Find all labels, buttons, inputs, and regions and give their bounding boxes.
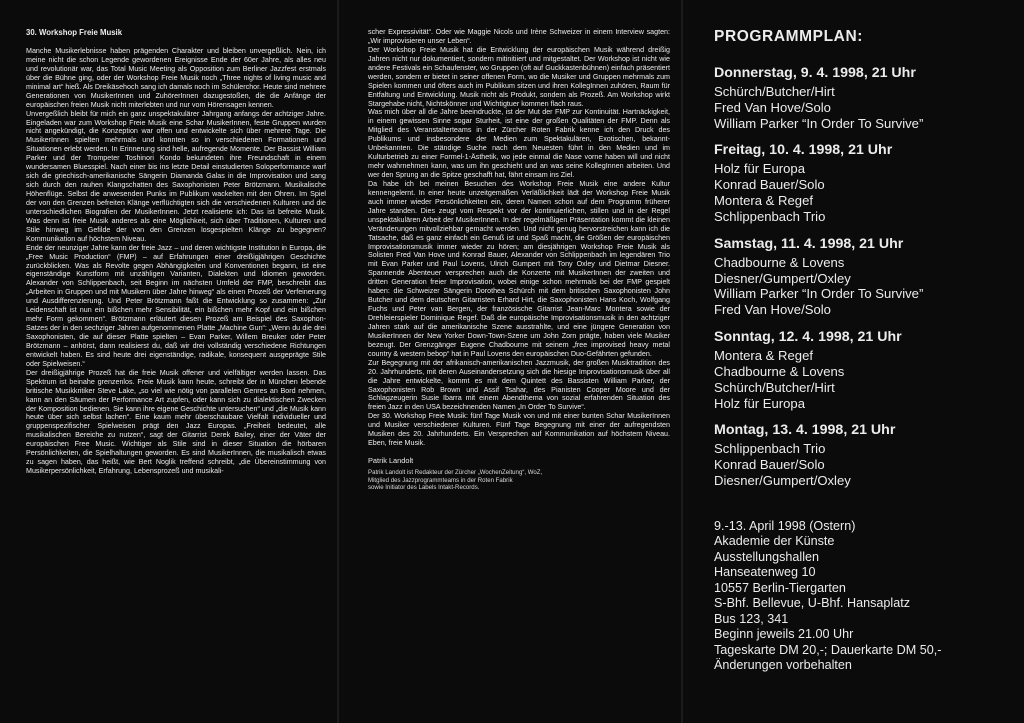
info-line: 9.-13. April 1998 (Ostern) xyxy=(714,518,856,533)
info-line: Beginn jeweils 21.00 Uhr xyxy=(714,627,854,642)
act-name: Schürch/Butcher/Hirt xyxy=(714,84,835,99)
act-name: Holz für Europa xyxy=(714,161,805,177)
article-body-middle xyxy=(368,28,670,448)
program-column xyxy=(682,0,1024,723)
program-day xyxy=(714,422,1008,488)
info-line: Tageskarte DM 20,-; Dauerkarte DM 50,- xyxy=(714,642,942,657)
paragraph: Zur Begegnung mit der afrikanisch-amerikanischen Jazzmusik, der großen Musiktradition des 20. Jahrhunderts, mit deren Auseinandersetzung sich die hiesige Improvisationsmusik über all die Jahre entwickelte, kommt es mit dem Quintett des Bassisten William Parker, der Saxophonisten Rob Brown und Assif Tsahar, des Pianisten Cooper Moore und der Schlagzeugerin Susie Ibarra mit einem Abendthema von sozial erfahrenden Situation des freien Jazz in den USA bezeichnenden Namen „In Order To Survive“. xyxy=(368,358,670,412)
act-name: Fred Van Hove/Solo xyxy=(714,99,831,115)
info-line: Akademie der Künste xyxy=(714,534,835,549)
program-title: PROGRAMMPLAN: xyxy=(714,28,864,45)
day-date: Freitag, 10. 4. 1998, 21 Uhr xyxy=(714,142,893,159)
author-note-line: sowie Initiator des Labels Intakt-Records. xyxy=(368,484,480,492)
venue-info xyxy=(714,519,1008,674)
act-name: Holz für Europa xyxy=(714,395,805,411)
info-line: S-Bhf. Bellevue, U-Bhf. Hansaplatz xyxy=(714,596,910,611)
program-day xyxy=(714,65,1008,131)
program-day xyxy=(714,142,1008,224)
paragraph: Was mich über all die Jahre beeindruckte, ist der Mut der FMP zur Kontinuität. Hartnäckigkeit, in einem gewissen Sinne sogar Sturheit, ist eine der großen Qualitäten der FMP. Denn als Mitglied des Veranstalterteams in der Zürcher Roten Fabrik kenne ich den Druck des Publikums und insbesondere der Medien zum Spektakulären, Exotischen, bekannt-Unbekannten. Die ständige Suche nach dem Neuesten führt in den Medien und im Kulturbetrieb zu einer Formel-1-Ästhetik, wo jede einmal die Nase vorne haben will und nicht mehr wahrnehmen kann, was um ihn geschieht und an was seine KollegInnen arbeiten. Und wer den Sprung an die Spitze geschafft hat, fährt einsam ins Ziel. xyxy=(368,108,670,179)
info-line: Änderungen vorbehalten xyxy=(714,658,852,673)
act-name: William Parker “In Order To Survive” xyxy=(714,286,924,302)
author-note xyxy=(368,469,670,492)
act-name: Schürch/Butcher/Hirt xyxy=(714,379,835,395)
day-date: Montag, 13. 4. 1998, 21 Uhr xyxy=(714,422,896,439)
left-column xyxy=(0,0,338,723)
day-date: Donnerstag, 9. 4. 1998, 21 Uhr xyxy=(714,65,916,81)
act-name: Chadbourne & Lovens xyxy=(714,254,845,270)
paragraph: Der dreißigjährige Prozeß hat die freie Musik offener und vielfältiger werden lassen. Das Spektrum ist beinahe grenzenlos. Freie Musik kann heute, schreibt der in München lebende britische Musikkritiker Steve Lake, „so viel wie nötig von parallelen Genres an Bord nehmen, kann an den Säumen der Performance Art zupfen, oder kann sich zu dialektischen Zwecken der Komposition bedienen. Sie kann ihre eigene Geschichte untersuchen“ und „die Musik kann heute über sich selbst lachen“. Eine kaum mehr überschaubare Vielfalt individueller und gruppenspezifischer Spielweisen prägt den Jazz Europas. „Freiheit bedeutet, alle musikalischen Bereiche zu nutzen“, sagt der Gitarrist Derek Bailey, einer der Väter der europäischen Free Music. Wichtiger als Stile sind in dieser Situation die hörbaren Persönlichkeiten, die Spielhaltungen geworden. Es sind MusikerInnen, die musikalisch etwas zu sagen haben, das heißt, wie Bert Noglik treffend schreibt, „die Übereinstimmung von Musikerpersönlichkeit, Erfahrung, Lebensprozeß und musikali- xyxy=(26,368,326,476)
day-date: Sonntag, 12. 4. 1998, 21 Uhr xyxy=(714,329,902,346)
info-line: Bus 123, 341 xyxy=(714,611,789,626)
paragraph: Ende der neunziger Jahre kann der freie Jazz – und deren wichtigste Institution in Europa, die „Free Music Production“ (FMP) – auf Erfahrungen einer dreißigjährigen Geschichte zurückblicken. Was als Revolte gegen Abhängigkeiten und Konventionen begann, ist eine eigenständige Kunstform mit unzähligen Varianten, Dialekten und Idiomen geworden. Alexander von Schlippenbach, seit Beginn im nächsten Umfeld der FMP, beschreibt das „Arbeiten in Gruppen und mit Musikern über Jahre hinweg“ als einen Prozeß der Verfeinerung und Ausdifferenzierung. Und Peter Brötzmann faßt die Entwicklung so zusammen: „Zur Leidenschaft ist nun ein bißchen mehr Sensibilität, ein bißchen mehr Kopf und ein bißchen mehr Form gekommen“. Brötzmann erläutert diesen Prozeß am Beispiel des Saxophon-Satzes der in den sechziger Jahren aufgenommenen Platte „Machine Gun“: „Wenn du die drei Saxophonisten, die auf dieser Platte spielten – Evan Parker, Willem Breuker oder Peter Brötzmann – anhörst, dann realisierst du, daß wir drei vollständig verschiedene Richtungen entwickelt haben. Es sind heute drei eigenständige, radikale, konsequent ausgeprägte Stile oder Spielweisen.“ xyxy=(26,243,326,368)
act-name: Diesner/Gumpert/Oxley xyxy=(714,473,851,489)
middle-column xyxy=(338,0,682,723)
info-line: Hanseatenweg 10 xyxy=(714,565,816,580)
author-signature: Patrik Landolt xyxy=(368,456,414,466)
act-name: Schlippenbach Trio xyxy=(714,208,826,224)
act-name: Diesner/Gumpert/Oxley xyxy=(714,270,851,286)
act-name: Chadbourne & Lovens xyxy=(714,363,845,379)
act-name: Fred Van Hove/Solo xyxy=(714,302,831,318)
paragraph: Der 30. Workshop Freie Musik: fünf Tage Musik von und mit einer bunten Schar MusikerInnen und Musiker verschiedener Kulturen. Fünf Tage Begegnung mit einer der aufregendsten Musiken des 20. Jahrhunderts. Ein Versprechen auf Kommunikation auf höchstem Niveau. Eben, freie Musik. xyxy=(368,412,670,448)
paragraph: scher Expressivität“. Oder wie Maggie Nicols und Irène Schweizer in einem Interview sagten: „Wir improvisieren unser Leben“. xyxy=(368,28,670,45)
paragraph: Da habe ich bei meinen Besuchen des Workshop Freie Musik eine andere Kultur kennengelernt. In einer heute unzeitgemäßen Verläßlichkeit lädt der Workshop Freie Musik auch immer wieder Persönlichkeiten ein, deren Namen schon auf dem Programm früherer Jahre standen. Dies zeugt vom Respekt vor der kontinuierlichen, stillen und in der Regel unspektakulären Arbeit der MusikerInnen. In der regelmäßigen Präsentation kommt die kleinen Veränderungen mitvollziehbar gemacht werden. Und nicht genug hervorstreichen kann ich die Tatsache, daß es ganz einfach ein Genuß ist und Spaß macht, die Größen der europäischen Improvisationsmusik immer wieder zu hören; am diesjährigen Workshop Freie Musik als Solisten Fred Van Hove und Konrad Bauer, Alexander von Schlippenbach im legendären Trio mit Evan Parker und Paul Lovens, Ulrich Gumpert mit Tony Oxley und Dietmar Diesner. Spannende Abenteuer versprechen auch die Konzerte mit MusikerInnen der zweiten und dritten Generation freier Improvisation, wobei einige schon mehrmals bei der FMP gespielt haben: die Schweizer Sängerin Dorothea Schürch mit dem britischen Saxophonisten John Butcher und dem deutschen Gitarristen Erhard Hirt, die Saxophonisten Hans Koch, Wolfgang Fuchs und Peter van Bergen, der französische Gitarrist Jean-Marc Montera sowie der Drehleierspieler Dominique Regef. Daß die europäische Improvisationsmusik in den achtziger Jahren stark auf die amerikanische Szene ausstrahlte, und eine jüngere Generation von MusikerInnen der New Yorker Down-Town-Szene um John Zorn prägte, haben viele Musiker bezeugt. Der Grenzgänger Eugene Chadbourne mit seinem „free improvised heavy metal country & western bebop“ hat in Paul Lovens den europäischen Duo-Gefährten gefunden. xyxy=(368,179,670,358)
act-name: Konrad Bauer/Solo xyxy=(714,457,825,473)
paragraph: Manche Musikerlebnisse haben prägenden Charakter und bleiben unvergeßlich. Nein, ich meine nicht die schon Legende gewordenen Ereignisse Ende der 60er Jahre, als alles neu und revolutionär war, das Total Music Meeting als Opposition zum Berliner Jazzfest erstmals über die Bühne ging, oder der Workshop Freie Musik noch „Three nights of living music and minimal art“ hieß. Als Dreikäsehoch sang ich damals noch im Schülerchor. Heute sind mehrere Generationen von MusikerInnen und ZuhörerInnen dazugestoßen, die die Anfänge der europäischen freien Musik nicht miterlebten und nur vom Hörensagen kennen. xyxy=(26,47,326,109)
act-name: Montera & Regef xyxy=(714,348,813,364)
article-body-left xyxy=(26,47,326,476)
act-name: Montera & Regef xyxy=(714,193,813,209)
program-day xyxy=(714,236,1008,318)
info-line: 10557 Berlin-Tiergarten xyxy=(714,580,846,595)
paragraph: Der Workshop Freie Musik hat die Entwicklung der europäischen Musik während dreißig Jahren nicht nur dokumentiert, sondern mitinitiiert und mitgestaltet. Der Workshop ist nicht wie andere Festivals ein Schaufenster, wo Gruppen (oft auf Guckkastenbühnen) einfach präsentiert werden, sondern er bietet in seiner offenen Form, wo die Musiker und Gruppen mehrmals zum Spielen kommen und öfters auch im Publikum sitzen und ihren KollegInnen zuhören, Raum für Entfaltung und Entwicklung. Musik nicht als Produkt, sondern als Prozeß. Am Workshop wirkt Stargehabe nicht, Nichtskönner und Wichtigtuer kommen flach raus. xyxy=(368,45,670,108)
author-note-line: Mitglied des Jazzprogrammteams in der Roten Fabrik xyxy=(368,476,513,484)
act-name: Schlippenbach Trio xyxy=(714,441,826,457)
program-day xyxy=(714,329,1008,411)
article-title: 30. Workshop Freie Musik xyxy=(26,28,123,37)
info-line: Ausstellungshallen xyxy=(714,549,820,564)
act-name: William Parker “In Order To Survive” xyxy=(714,115,924,131)
paragraph: Unvergeßlich bleibt für mich ein ganz unspektakulärer Jahrgang anfangs der achtziger Jahre. Eingeladen war zum Workshop Freie Musik eine Schar MusikerInnen, feste Gruppen wurden nicht angekündigt, die Konzeption war offen und entwickelte sich über mehrere Tage. Die MusikerInnen spielten mehrmals und konnten so in verschiedenen Formationen und Situationen erlebt werden. In Erinnerung sind helle, aufregende Momente. Der Bassist William Parker und der Trompeter Toshinori Kondo bekundeten ihre Freundschaft in einem wundersamen Bluesspiel. Nach einer bis ins letzte Detail einstudierten Soloperformance warf sich die griechisch-amerikanische Sängerin Diamanda Galas in die Improvisation und sang sich durch den rauhen Klangschatten des Saxophonisten Peter Brötzmann. Musikalische Höhenflüge. Selbst die anwesenden Punks im Publikum wackelten mit den Ohren. Im Spiel der von den Grenzen befreiten Klänge verflüchtigten sich die verschiedenen Kulturen und die unterschiedlichen Biografien der MusikerInnen. Jetzt realisierte ich: Das ist befreite Musik. Was denn ist freie Musik anderes als eine Möglichkeit, sich über Traditionen, Kulturen und Stile hinweg im Gefilde der von den Grenzen losgespielten Klänge zu begegnen? Kommunikation auf höchstem Niveau. xyxy=(26,109,326,243)
author-note-line: Patrik Landolt ist Redakteur der Zürcher „WochenZeitung“, WoZ, xyxy=(368,469,543,477)
act-name: Konrad Bauer/Solo xyxy=(714,177,825,193)
day-date: Samstag, 11. 4. 1998, 21 Uhr xyxy=(714,235,904,252)
